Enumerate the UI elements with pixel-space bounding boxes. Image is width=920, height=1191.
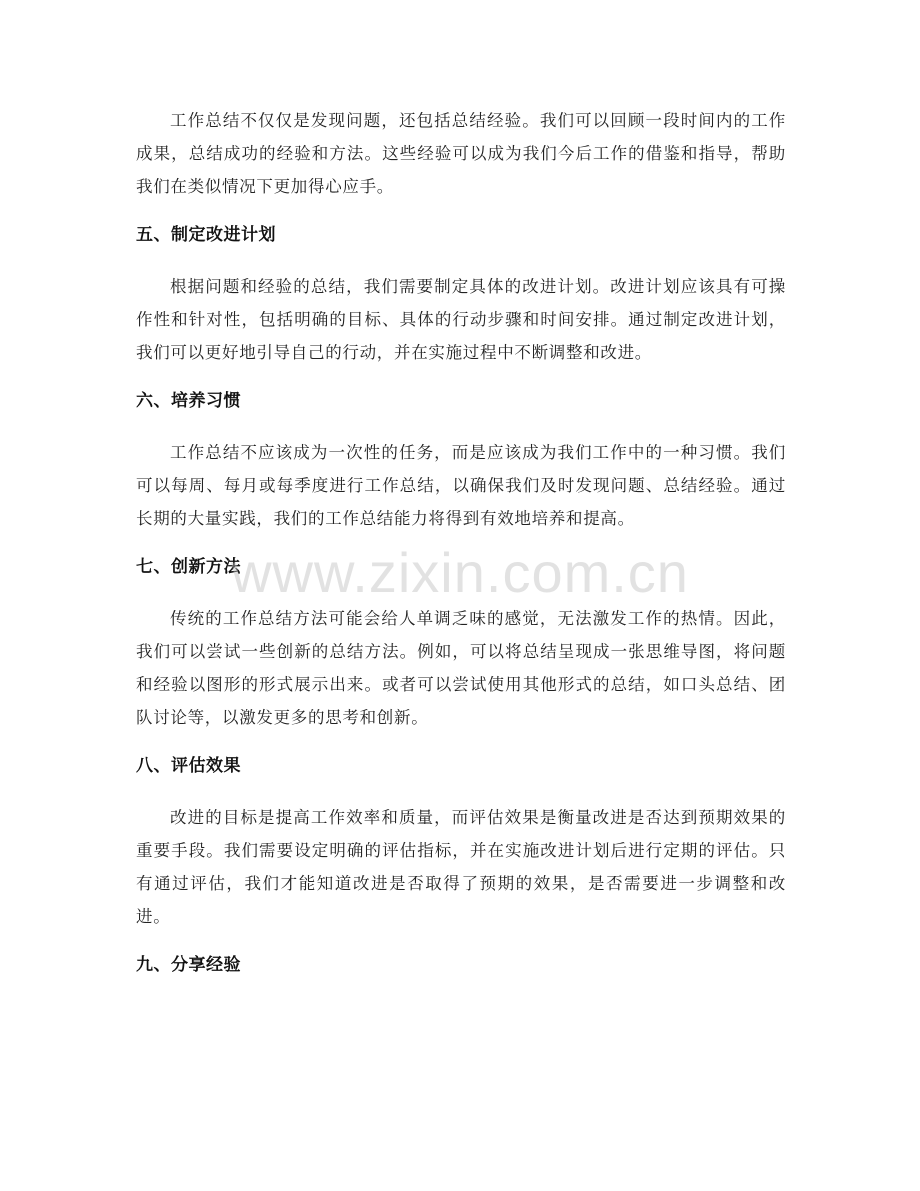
watermark-text: www.zixin.com.cn <box>231 541 689 604</box>
paragraph-evaluate-effect: 改进的目标是提高工作效率和质量，而评估效果是衡量改进是否达到预期效果的重要手段。我们需要设定明确的评估指标，并在实施改进计划后进行定期的评估。只有通过评估，我们才能知道改进是否取得了预期的效果，是否需要进一步调整和改进。 <box>136 808 786 926</box>
heading-innovative-methods: 七、创新方法 <box>136 557 241 577</box>
paragraph-improvement-plan: 根据问题和经验的总结，我们需要制定具体的改进计划。改进计划应该具有可操作性和针对性，包括明确的目标、具体的行动步骤和时间安排。通过制定改进计划，我们可以更好地引导自己的行动，并在实施过程中不断调整和改进。 <box>136 277 786 362</box>
heading-improvement-plan: 五、制定改进计划 <box>136 225 276 245</box>
heading-evaluate-effect: 八、评估效果 <box>136 756 241 776</box>
paragraph-innovative-methods: 传统的工作总结方法可能会给人单调乏味的感觉，无法激发工作的热情。因此，我们可以尝试一些创新的总结方法。例如，可以将总结呈现成一张思维导图，将问题和经验以图形的形式展示出来。或者可以尝试使用其他形式的总结，如口头总结、团队讨论等，以激发更多的思考和创新。 <box>136 609 786 727</box>
paragraph-cultivate-habit: 工作总结不应该成为一次性的任务，而是应该成为我们工作中的一种习惯。我们可以每周、每月或每季度进行工作总结，以确保我们及时发现问题、总结经验。通过长期的大量实践，我们的工作总结能力将得到有效地培养和提高。 <box>136 443 786 528</box>
document-body <box>136 104 786 1000</box>
heading-cultivate-habit: 六、培养习惯 <box>136 391 241 411</box>
paragraph-work-summary-experience: 工作总结不仅仅是发现问题，还包括总结经验。我们可以回顾一段时间内的工作成果，总结成功的经验和方法。这些经验可以成为我们今后工作的借鉴和指导，帮助我们在类似情况下更加得心应手。 <box>136 111 786 196</box>
heading-share-experience: 九、分享经验 <box>136 955 241 975</box>
